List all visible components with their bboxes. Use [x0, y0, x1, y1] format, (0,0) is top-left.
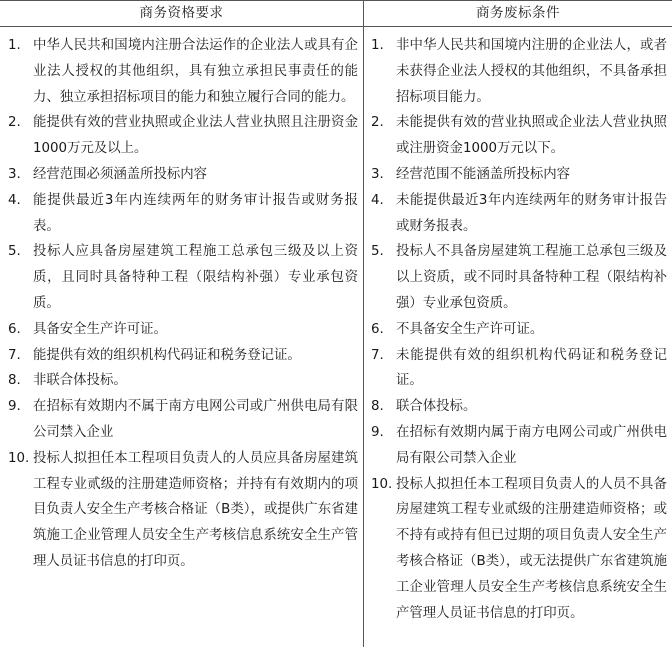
qualification-item — [8, 394, 358, 446]
item-number: 7. — [8, 347, 21, 363]
item-number: 6. — [8, 321, 21, 337]
qualification-item — [8, 33, 358, 110]
item-number: 2. — [371, 115, 384, 131]
item-number: 10. — [8, 450, 30, 466]
item-number: 5. — [371, 244, 384, 260]
rejection-list — [371, 33, 667, 626]
rejection-item — [371, 420, 667, 472]
column-divider — [363, 1, 364, 647]
item-number: 10. — [371, 476, 393, 492]
rejection-item — [371, 472, 667, 627]
qualification-item — [8, 446, 358, 575]
item-text: 中华人民共和国境内注册合法运作的企业法人或具有企业法人授权的其他组织，具有独立承担民事责任的能力、独立承担招标项目的能力和独立履行合同的能力。 — [33, 38, 358, 105]
item-number: 7. — [371, 347, 384, 363]
rejection-item — [371, 239, 667, 316]
rejection-item — [371, 110, 667, 162]
rejection-item — [371, 162, 667, 188]
qualification-item — [8, 188, 358, 240]
item-text: 投标人拟担任本工程项目负责人的人员不具备房屋建筑工程专业贰级的注册建造师资格；或不持有或持有但已过期的项目负责人安全生产考核合格证（B类），或无法提供广东省建筑施工企业管理人员安全生产考核信息系统安全生产管理人员证书信息的打印页。 — [396, 476, 667, 621]
qualification-item — [8, 343, 358, 369]
item-text: 能提供最近3年内连续两年的财务审计报告或财务报表。 — [33, 192, 358, 234]
qualification-item — [8, 368, 358, 394]
item-number: 9. — [371, 424, 384, 440]
item-text: 联合体投标。 — [396, 399, 477, 415]
rejection-item — [371, 33, 667, 110]
qualification-item — [8, 162, 358, 188]
item-number: 1. — [8, 38, 21, 53]
qualification-item — [8, 239, 358, 316]
item-number: 8. — [371, 399, 384, 415]
item-text: 投标人不具备房屋建筑工程施工总承包三级及以上资质，或不同时具备特种工程（限结构补强）专业承包资质。 — [396, 244, 667, 311]
item-text: 未能提供有效的组织机构代码证和税务登记证。 — [396, 347, 667, 389]
item-number: 5. — [8, 244, 21, 260]
item-number: 3. — [371, 166, 384, 182]
item-text: 能提供有效的营业执照或企业法人营业执照且注册资金1000万元及以上。 — [33, 115, 358, 157]
item-number: 9. — [8, 399, 21, 415]
item-text: 非联合体投标。 — [33, 373, 127, 389]
item-text: 经营范围必须涵盖所投标内容 — [33, 166, 208, 182]
item-text: 具备安全生产许可证。 — [33, 321, 167, 337]
item-number: 6. — [371, 321, 384, 337]
item-number: 4. — [8, 192, 21, 208]
item-text: 未能提供最近3年内连续两年的财务审计报告或财务报表。 — [396, 192, 667, 234]
qualification-list — [8, 33, 358, 575]
rejection-item — [371, 394, 667, 420]
item-text: 在招标有效期内属于南方电网公司或广州供电局有限公司禁入企业 — [396, 424, 667, 466]
rejection-item — [371, 343, 667, 395]
table-header-row — [0, 1, 672, 27]
header-bid-rejection-conditions: 商务废标条件 — [476, 5, 560, 21]
item-text: 非中华人民共和国境内注册的企业法人，或者未获得企业法人授权的其他组织，不具备承担招标项目能力。 — [396, 38, 667, 105]
item-text: 在招标有效期内不属于南方电网公司或广州供电局有限公司禁入企业 — [33, 399, 358, 440]
item-number: 4. — [371, 192, 384, 208]
item-number: 1. — [371, 38, 384, 53]
item-text: 经营范围不能涵盖所投标内容 — [396, 166, 571, 182]
rejection-item — [371, 188, 667, 240]
item-number: 2. — [8, 115, 21, 131]
qualification-item — [8, 317, 358, 343]
qualification-item — [8, 110, 358, 162]
item-number: 8. — [8, 373, 21, 389]
rejection-item — [371, 317, 667, 343]
item-number: 3. — [8, 166, 21, 182]
item-text: 投标人拟担任本工程项目负责人的人员应具备房屋建筑工程专业贰级的注册建造师资格；并持有有效期内的项目负责人安全生产考核合格证（B类），或提供广东省建筑施工企业管理人员安全生产考核信息系统安全生产管理人员证书信息的打印页。 — [33, 450, 358, 569]
header-business-qualification: 商务资格要求 — [139, 5, 224, 21]
item-text: 能提供有效的组织机构代码证和税务登记证。 — [33, 347, 301, 363]
item-text: 不具备安全生产许可证。 — [396, 321, 544, 337]
item-text: 未能提供有效的营业执照或企业法人营业执照或注册资金1000万元以下。 — [396, 115, 667, 157]
item-text: 投标人应具备房屋建筑工程施工总承包三级及以上资质，且同时具备特种工程（限结构补强）专业承包资质。 — [33, 244, 358, 311]
